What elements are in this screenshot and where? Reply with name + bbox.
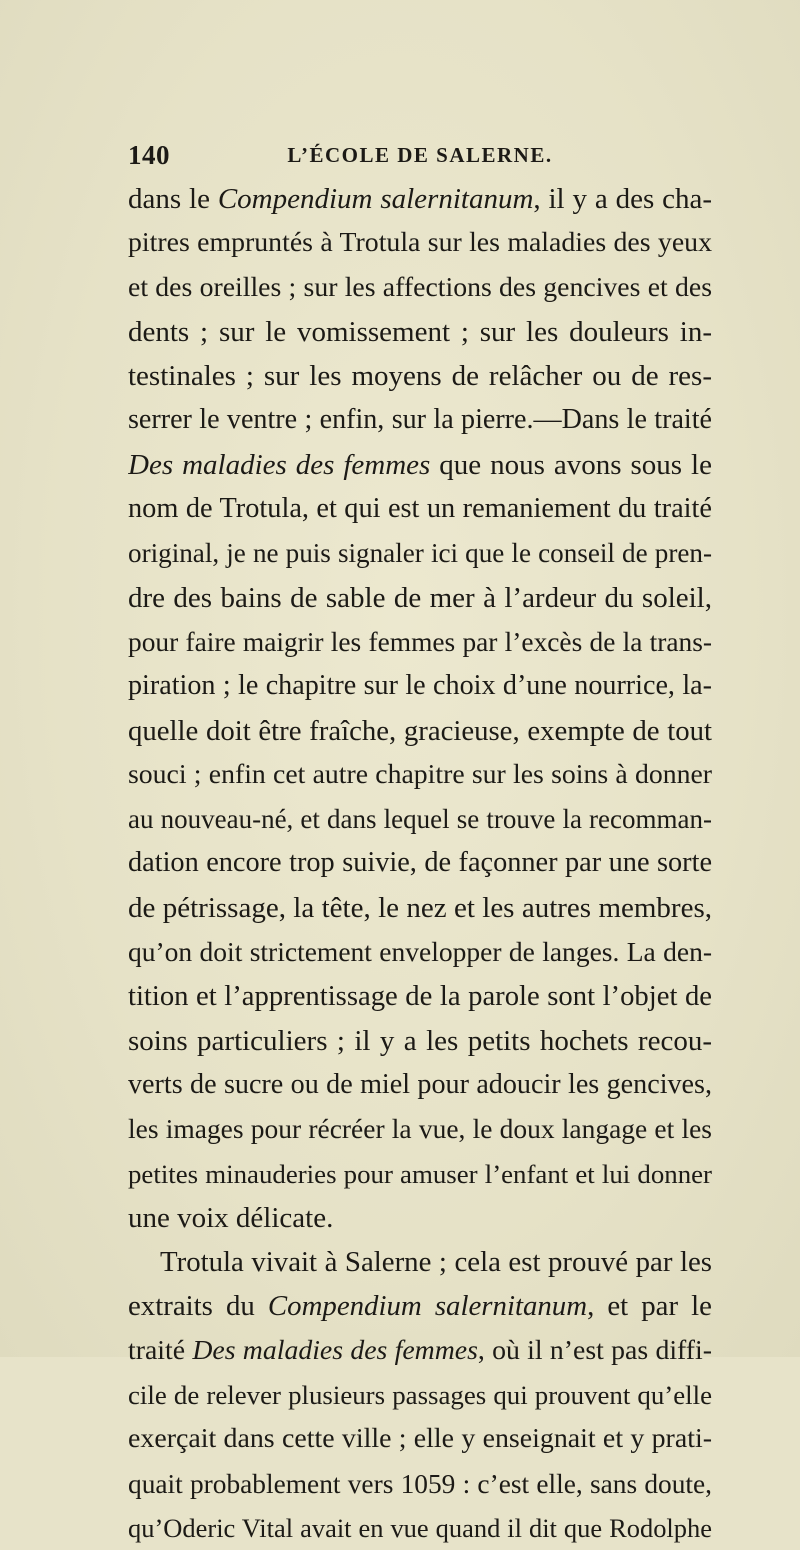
text-span: une voix délicate.: [128, 1201, 334, 1234]
text-line: [128, 1506, 712, 1550]
text-span: cile de relever plusieurs passages qui prouvent qu’elle: [128, 1380, 712, 1411]
text-line: [128, 1107, 712, 1151]
text-span: quait probablement vers 1059 : c’est elle, sans doute,: [128, 1468, 712, 1499]
text-line: [128, 531, 712, 575]
text-line: [128, 398, 712, 442]
text-span: de pétrissage, la tête, le nez et les autres membres,: [128, 891, 712, 924]
text-span: dans le: [128, 183, 218, 215]
text-span: quelle doit être fraîche, gracieuse, exempte de tout: [128, 714, 712, 747]
text-span: les images pour récréer la vue, le doux langage et les: [128, 1114, 712, 1145]
text-span: piration ; le chapitre sur le choix d’une nourrice, la-: [128, 670, 712, 702]
text-span: qu’Oderic Vital avait en vue quand il dit que Rodolphe: [128, 1512, 712, 1543]
text-span: pour faire maigrir les femmes par l’excès de la trans-: [128, 626, 712, 657]
text-line: [128, 709, 712, 753]
text-span: traité: [128, 1334, 193, 1366]
text-line: [128, 1329, 712, 1373]
text-line: [128, 1063, 712, 1107]
text-span: original, je ne puis signaler ici que le conseil de pren-: [128, 538, 712, 569]
text-span: verts de sucre ou de miel pour adoucir les gencives,: [128, 1068, 712, 1100]
page-number: 140: [128, 140, 170, 170]
text-line: [128, 443, 712, 487]
text-span: dre des bains de sable de mer à l’ardeur du soleil,: [128, 581, 712, 614]
italic-title: Des maladies des femmes: [128, 448, 431, 481]
text-span: soins particuliers ; il y a les petits hochets recou-: [128, 1024, 712, 1057]
text-span: pitres empruntés à Trotula sur les maladies des yeux: [128, 227, 712, 259]
text-span: Trotula vivait à Salerne ; cela est prouvé par les: [160, 1246, 712, 1279]
text-span: et des oreilles ; sur les affections des gencives et des: [128, 271, 712, 303]
text-line: [128, 620, 712, 664]
text-line: [128, 1019, 712, 1063]
text-span: , où il n’est pas diffi-: [477, 1334, 712, 1366]
text-line: [128, 177, 712, 221]
text-span: nom de Trotula, et qui est un remaniement du traité: [128, 493, 712, 525]
text-line: [128, 1284, 712, 1328]
text-span: , et par le: [587, 1290, 712, 1323]
text-line: [128, 1152, 712, 1196]
text-span: dation encore trop suivie, de façonner par une sorte: [128, 847, 712, 879]
text-line: [128, 753, 712, 797]
text-span: tition et l’apprentissage de la parole sont l’objet de: [128, 980, 712, 1013]
text-span: petites minauderies pour amuser l’enfant et lui donner: [128, 1158, 712, 1189]
text-line: [128, 886, 712, 930]
text-span: testinales ; sur les moyens de relâcher ou de res-: [128, 360, 712, 393]
text-line: [128, 310, 712, 354]
running-head: L’ÉCOLE DE SALERNE.: [287, 143, 553, 167]
text-span: extraits du: [128, 1290, 268, 1323]
text-line: [128, 354, 712, 398]
text-line: [128, 974, 712, 1018]
text-line: [128, 576, 712, 620]
text-line: [128, 841, 712, 885]
text-line: [128, 487, 712, 531]
text-span: qu’on doit strictement envelopper de langes. La den-: [128, 936, 712, 968]
italic-title: Compendium salernitanum: [267, 1290, 588, 1323]
text-span: au nouveau-né, et dans lequel se trouve la recomman-: [128, 804, 712, 835]
body-text: [128, 177, 712, 1550]
text-line: [128, 1240, 712, 1284]
text-line: [128, 664, 712, 708]
page-header: [128, 140, 712, 174]
italic-title: Des maladies des femmes: [192, 1334, 478, 1366]
text-span: dents ; sur le vomissement ; sur les douleurs in-: [128, 315, 712, 348]
text-line: [128, 1417, 712, 1461]
text-span: serrer le ventre ; enfin, sur la pierre.—Dans le traité: [128, 404, 712, 436]
text-line: [128, 221, 712, 265]
text-span: souci ; enfin cet autre chapitre sur les soins à donner: [128, 758, 712, 790]
text-line: [128, 266, 712, 310]
text-line: [128, 1373, 712, 1417]
text-line: [128, 1196, 712, 1240]
text-span: que nous avons sous le: [430, 448, 712, 481]
text-span: , il y a des cha-: [533, 183, 712, 215]
italic-title: Compendium salernitanum: [217, 183, 534, 215]
text-line: [128, 930, 712, 974]
text-line: [128, 797, 712, 841]
text-line: [128, 1462, 712, 1506]
text-span: exerçait dans cette ville ; elle y enseignait et y prati-: [128, 1423, 712, 1455]
